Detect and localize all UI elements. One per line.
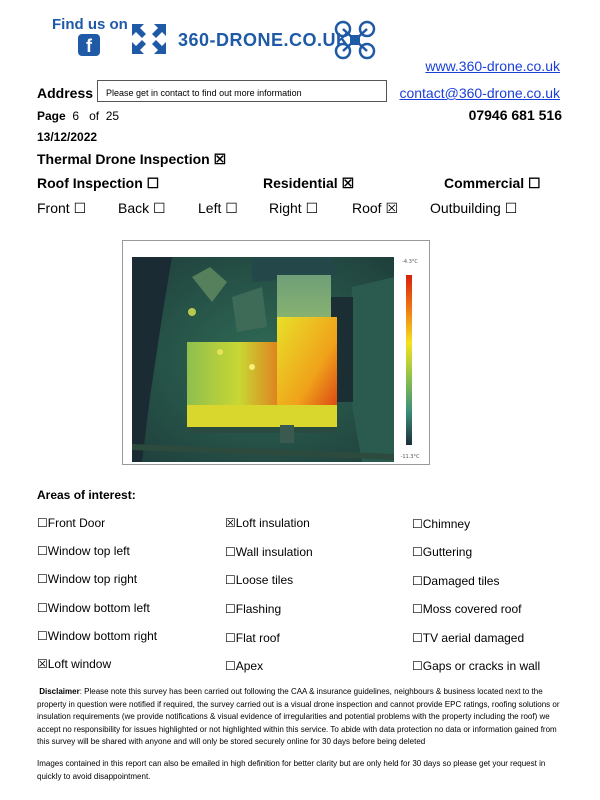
area-window-bottom-left[interactable]: ☐Window bottom left bbox=[37, 601, 150, 615]
address-field[interactable]: Please get in contact to find out more information bbox=[97, 80, 387, 102]
scale-max-label: -4.3°C bbox=[402, 259, 418, 265]
scale-gradient-bar bbox=[406, 275, 412, 445]
side-roof[interactable]: Roof ☒ bbox=[352, 200, 399, 216]
page-of: of bbox=[89, 109, 100, 123]
thermal-image-frame bbox=[122, 240, 430, 465]
page-label: Page bbox=[37, 109, 66, 123]
area-chimney[interactable]: ☐Chimney bbox=[412, 517, 471, 531]
area-window-top-right[interactable]: ☐Window top right bbox=[37, 572, 138, 586]
area-guttering[interactable]: ☐Guttering bbox=[412, 545, 473, 559]
side-back[interactable]: Back ☐ bbox=[118, 200, 166, 216]
area-moss-covered-roof[interactable]: ☐Moss covered roof bbox=[412, 602, 522, 616]
type-roof-inspection[interactable]: Roof Inspection ☐ bbox=[37, 175, 160, 191]
website-link[interactable]: www.360-drone.co.uk bbox=[425, 58, 560, 74]
page-total: 25 bbox=[105, 109, 120, 123]
facebook-icon[interactable]: f bbox=[78, 34, 100, 56]
areas-of-interest-heading: Areas of interest: bbox=[37, 488, 136, 502]
type-residential[interactable]: Residential ☒ bbox=[263, 175, 355, 191]
find-us-label: Find us on bbox=[52, 16, 128, 33]
temperature-scale bbox=[395, 257, 425, 462]
area-flat-roof[interactable]: ☐Flat roof bbox=[225, 631, 280, 645]
area-damaged-tiles[interactable]: ☐Damaged tiles bbox=[412, 574, 500, 588]
side-outbuilding[interactable]: Outbuilding ☐ bbox=[430, 200, 518, 216]
disclaimer-text: : Please note this survey has been carried out following the CAA & insurance guidelines, neighbours & business located next to the property in question were notified if required, the survey carried out is a visual drone inspection and cannot provide EPC ratings, roofing solutions or insulation requirements (we provide notifications & visual evidence of irregularities and potential problems with the property including the roof) we accept no responsibility for issues highlighted or not highlighted within this service. To abide with data protection no data or information gained from this survey will be shared with anyone and will only be stored securely online for 30 days before being deleted bbox=[37, 687, 560, 746]
address-label: Address bbox=[37, 85, 94, 101]
brand-name: 360-DRONE.CO.UK bbox=[178, 30, 350, 50]
side-left[interactable]: Left ☐ bbox=[198, 200, 238, 216]
area-flashing[interactable]: ☐Flashing bbox=[225, 602, 282, 616]
area-tv-aerial-damaged[interactable]: ☐TV aerial damaged bbox=[412, 631, 525, 645]
disclaimer bbox=[37, 686, 565, 749]
area-wall-insulation[interactable]: ☐Wall insulation bbox=[225, 545, 313, 559]
disclaimer-label: Disclaimer bbox=[39, 687, 80, 696]
page-number: 6 bbox=[72, 109, 80, 123]
footer-note: Images contained in this report can also be emailed in high definition for better clarity but are only held for 30 days so please get your request in quickly to avoid disappointment. bbox=[37, 759, 546, 781]
area-gaps-or-cracks[interactable]: ☐Gaps or cracks in wall bbox=[412, 659, 541, 673]
email-link[interactable]: contact@360-drone.co.uk bbox=[399, 85, 560, 101]
area-loft-window[interactable]: ☒Loft window bbox=[37, 657, 112, 671]
logo-arrows-icon bbox=[130, 22, 168, 56]
area-loose-tiles[interactable]: ☐Loose tiles bbox=[225, 573, 294, 587]
area-front-door[interactable]: ☐Front Door bbox=[37, 516, 106, 530]
report-title: Thermal Drone Inspection ☒ bbox=[37, 151, 227, 167]
page-indicator bbox=[37, 109, 119, 123]
area-loft-insulation[interactable]: ☒Loft insulation bbox=[225, 516, 310, 530]
side-right[interactable]: Right ☐ bbox=[269, 200, 319, 216]
drone-icon bbox=[334, 20, 376, 60]
area-apex[interactable]: ☐Apex bbox=[225, 659, 264, 673]
scale-min-label: -11.3°C bbox=[400, 454, 420, 460]
area-window-top-left[interactable]: ☐Window top left bbox=[37, 544, 130, 558]
report-date: 13/12/2022 bbox=[37, 130, 98, 144]
area-window-bottom-right[interactable]: ☐Window bottom right bbox=[37, 629, 158, 643]
type-commercial[interactable]: Commercial ☐ bbox=[444, 175, 541, 191]
side-front[interactable]: Front ☐ bbox=[37, 200, 87, 216]
phone-number: 07946 681 516 bbox=[468, 107, 562, 123]
thermal-image bbox=[132, 257, 394, 462]
